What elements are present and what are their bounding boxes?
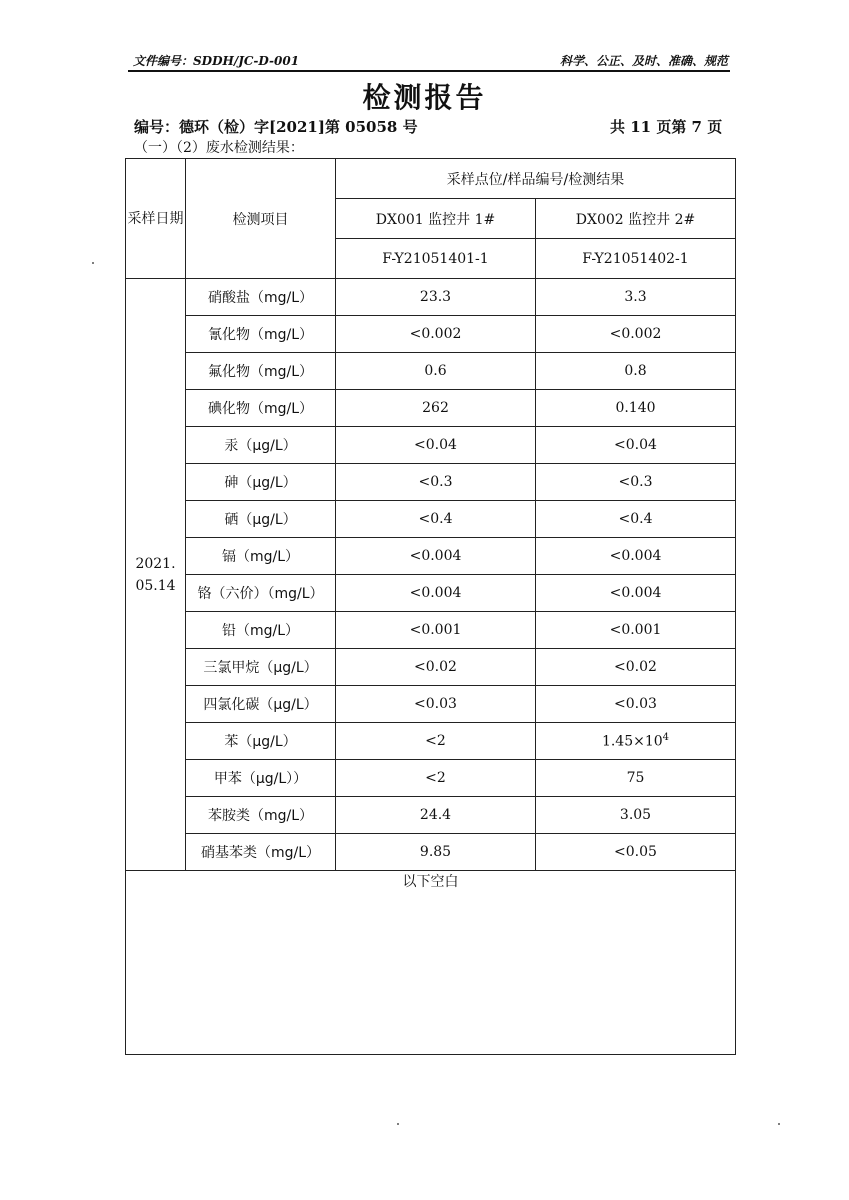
result-value: 3.3 — [624, 289, 647, 305]
result-point-2 — [536, 723, 736, 760]
page-count: 共 11 页第 7 页 — [610, 118, 723, 136]
test-item: 铬（六价）（mg/L） — [186, 575, 336, 612]
motto: 科学、公正、及时、准确、规范 — [559, 54, 728, 68]
table-row — [126, 538, 736, 575]
test-item: 汞（μg/L） — [186, 427, 336, 464]
result-value: 0.140 — [615, 400, 656, 416]
sample-id-2: F-Y21051402-1 — [536, 239, 736, 279]
table-row — [126, 649, 736, 686]
result-point-2 — [536, 353, 736, 390]
col-group-header: 采样点位/样品编号/检测结果 — [336, 159, 736, 199]
result-value: 3.05 — [619, 807, 652, 823]
result-point-1: <0.001 — [336, 612, 536, 649]
section-title: （一）（2）废水检测结果： — [134, 140, 304, 156]
table-row — [126, 353, 736, 390]
result-point-2 — [536, 834, 736, 871]
result-point-2 — [536, 501, 736, 538]
result-point-1: <2 — [336, 760, 536, 797]
result-point-1: <0.02 — [336, 649, 536, 686]
result-point-1: <0.03 — [336, 686, 536, 723]
test-item: 砷（μg/L） — [186, 464, 336, 501]
table-row — [126, 760, 736, 797]
result-point-1: 0.6 — [336, 353, 536, 390]
table-row — [126, 686, 736, 723]
result-point-1: 262 — [336, 390, 536, 427]
table-row — [126, 316, 736, 353]
point-1: DX001 监控井 1# — [336, 199, 536, 239]
scan-speck — [92, 262, 94, 264]
result-point-2 — [536, 427, 736, 464]
table-row — [126, 723, 736, 760]
result-value: 0.8 — [624, 363, 647, 379]
col-date-label: 采样日期 — [127, 210, 184, 227]
result-point-2 — [536, 279, 736, 316]
table-row — [126, 464, 736, 501]
result-value: <0.4 — [618, 511, 653, 527]
result-value: 75 — [626, 770, 645, 786]
result-point-1: <0.004 — [336, 575, 536, 612]
result-value: <0.3 — [618, 474, 653, 490]
test-item: 铅（mg/L） — [186, 612, 336, 649]
report-title: 检测报告 — [362, 81, 487, 114]
result-value: <0.03 — [614, 696, 657, 712]
file-number: 文件编号：SDDH/JC-D-001 — [133, 54, 300, 68]
result-point-2 — [536, 575, 736, 612]
scan-speck — [397, 1123, 399, 1125]
table-row — [126, 834, 736, 871]
result-value: <0.002 — [609, 326, 662, 342]
test-item: 硝基苯类（mg/L） — [186, 834, 336, 871]
sample-id-1: F-Y21051401-1 — [336, 239, 536, 279]
test-item: 碘化物（mg/L） — [186, 390, 336, 427]
result-point-1: <0.004 — [336, 538, 536, 575]
result-point-1: <2 — [336, 723, 536, 760]
data-rows — [126, 279, 736, 871]
col-date-header — [126, 159, 186, 279]
result-point-2 — [536, 464, 736, 501]
col-item-header: 检测项目 — [186, 159, 336, 279]
result-point-2 — [536, 316, 736, 353]
result-point-2 — [536, 390, 736, 427]
test-item: 苯胺类（mg/L） — [186, 797, 336, 834]
test-item: 甲苯（μg/L）） — [186, 760, 336, 797]
test-item: 苯（μg/L） — [186, 723, 336, 760]
result-value: <0.001 — [609, 622, 662, 638]
result-point-1: <0.002 — [336, 316, 536, 353]
test-item: 氟化物（mg/L） — [186, 353, 336, 390]
table-row — [126, 390, 736, 427]
result-value: <0.05 — [614, 844, 657, 860]
header-rule — [128, 70, 730, 72]
scan-speck — [778, 1123, 780, 1125]
table-row — [126, 612, 736, 649]
result-point-1: 24.4 — [336, 797, 536, 834]
report-number: 编号：德环（检）字[2021]第 05058 号 — [134, 118, 418, 136]
page-header — [133, 52, 728, 70]
table-row — [126, 279, 736, 316]
result-point-2 — [536, 797, 736, 834]
result-value: <0.004 — [609, 548, 662, 564]
table-row — [126, 501, 736, 538]
result-point-1: <0.3 — [336, 464, 536, 501]
blank-note: 以下空白 — [126, 871, 736, 1055]
result-value: <0.004 — [609, 585, 662, 601]
results-table — [125, 158, 736, 1055]
result-point-2 — [536, 538, 736, 575]
blank-row — [126, 871, 736, 1055]
result-value: <0.02 — [614, 659, 657, 675]
result-point-1: 23.3 — [336, 279, 536, 316]
table-row — [126, 427, 736, 464]
result-exponent: 4 — [662, 732, 670, 744]
test-item: 三氯甲烷（μg/L） — [186, 649, 336, 686]
sampling-date: 2021.05.14 — [126, 279, 186, 871]
test-item: 硝酸盐（mg/L） — [186, 279, 336, 316]
result-point-2 — [536, 760, 736, 797]
result-point-2 — [536, 649, 736, 686]
test-item: 四氯化碳（μg/L） — [186, 686, 336, 723]
test-item: 硒（μg/L） — [186, 501, 336, 538]
result-point-1: <0.4 — [336, 501, 536, 538]
table-row — [126, 575, 736, 612]
result-point-1: 9.85 — [336, 834, 536, 871]
header-row-group — [126, 159, 736, 199]
test-item: 镉（mg/L） — [186, 538, 336, 575]
point-2: DX002 监控井 2# — [536, 199, 736, 239]
result-point-2 — [536, 686, 736, 723]
test-item: 氰化物（mg/L） — [186, 316, 336, 353]
result-point-2 — [536, 612, 736, 649]
table-row — [126, 797, 736, 834]
result-value: 1.45×10 — [601, 733, 663, 750]
result-value: <0.04 — [614, 437, 657, 453]
result-point-1: <0.04 — [336, 427, 536, 464]
